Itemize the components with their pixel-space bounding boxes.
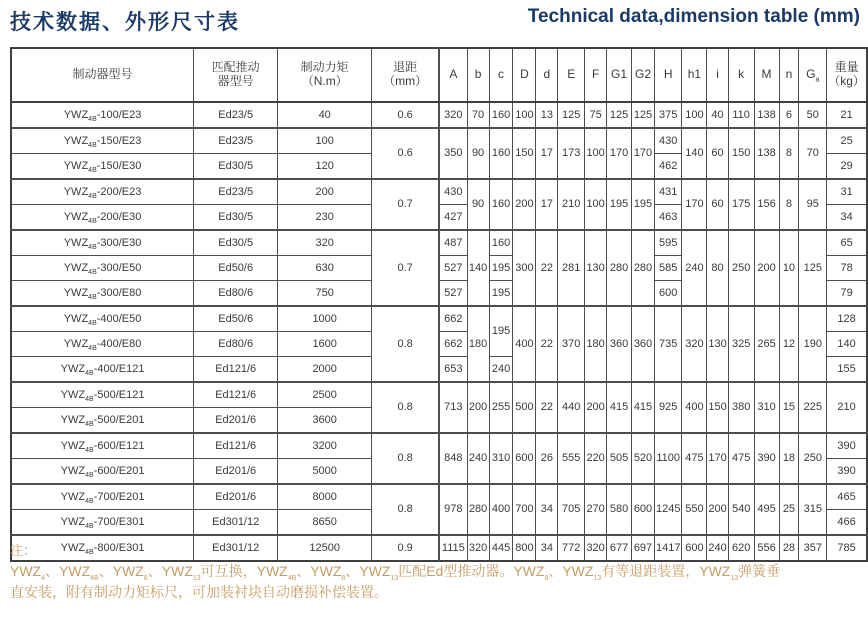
cell-G2: 360 xyxy=(632,306,655,382)
cell-d: 22 xyxy=(536,230,558,306)
cell-h1: 320 xyxy=(682,306,707,382)
cell-D: 600 xyxy=(513,433,536,484)
cell-G2: 195 xyxy=(632,179,655,230)
cell-d: 34 xyxy=(536,484,558,535)
cell-thruster: Ed30/5 xyxy=(194,205,278,231)
cell-A: 527 xyxy=(439,256,467,281)
cell-thruster: Ed50/6 xyxy=(194,306,278,332)
cell-weight: 25 xyxy=(827,128,867,154)
cell-D: 200 xyxy=(513,179,536,230)
cell-E: 370 xyxy=(558,306,585,382)
cell-F: 130 xyxy=(585,230,607,306)
cell-b: 320 xyxy=(467,535,489,561)
cell-D: 800 xyxy=(513,535,536,561)
cell-weight: 65 xyxy=(827,230,867,256)
cell-F: 75 xyxy=(585,102,607,128)
cell-thruster: Ed30/5 xyxy=(194,154,278,180)
cell-c: 195 xyxy=(489,306,513,357)
cell-i: 40 xyxy=(707,102,728,128)
column-header-b: b xyxy=(467,48,489,102)
cell-c: 400 xyxy=(489,484,513,535)
cell-thruster: Ed121/6 xyxy=(194,357,278,383)
table-row xyxy=(11,230,867,256)
cell-n: 10 xyxy=(779,230,799,306)
cell-c: 160 xyxy=(489,128,513,179)
cell-thruster: Ed30/5 xyxy=(194,230,278,256)
cell-Ga: 190 xyxy=(799,306,827,382)
cell-G1: 360 xyxy=(607,306,632,382)
cell-A: 713 xyxy=(439,382,467,433)
footnote-label: 注： xyxy=(10,543,37,558)
cell-Ga: 70 xyxy=(799,128,827,179)
cell-h1: 140 xyxy=(682,128,707,179)
column-header-M: M xyxy=(754,48,779,102)
cell-thruster: Ed201/6 xyxy=(194,484,278,510)
cell-model: $YWZ_{4B}-500/E201$ xyxy=(11,408,194,434)
cell-M: 265 xyxy=(754,306,779,382)
cell-G1: 170 xyxy=(607,128,632,179)
cell-c: 310 xyxy=(489,433,513,484)
cell-G1: 195 xyxy=(607,179,632,230)
cell-retract: 0.6 xyxy=(372,128,440,179)
cell-A: 653 xyxy=(439,357,467,383)
cell-F: 270 xyxy=(585,484,607,535)
cell-retract: 0.7 xyxy=(372,179,440,230)
cell-b: 90 xyxy=(467,128,489,179)
cell-c: 195 xyxy=(489,281,513,307)
cell-k: 540 xyxy=(728,484,754,535)
cell-weight: 21 xyxy=(827,102,867,128)
cell-b: 240 xyxy=(467,433,489,484)
cell-H: 735 xyxy=(654,306,681,382)
cell-Ga: 315 xyxy=(799,484,827,535)
cell-F: 100 xyxy=(585,128,607,179)
column-header-d: d xyxy=(536,48,558,102)
footnote-line-2: 直安装，附有制动力矩标尺，可加装衬块自动磨损补偿装置。 xyxy=(10,584,388,600)
cell-Ga: 357 xyxy=(799,535,827,561)
cell-D: 700 xyxy=(513,484,536,535)
cell-weight: 390 xyxy=(827,459,867,485)
cell-torque: 100 xyxy=(278,128,372,154)
cell-model: $YWZ_{4B}-100/E23$ xyxy=(11,102,194,128)
cell-b: 180 xyxy=(467,306,489,382)
cell-c: 160 xyxy=(489,230,513,256)
cell-torque: 5000 xyxy=(278,459,372,485)
cell-d: 22 xyxy=(536,382,558,433)
cell-thruster: Ed80/6 xyxy=(194,281,278,307)
cell-b: 280 xyxy=(467,484,489,535)
cell-torque: 2500 xyxy=(278,382,372,408)
cell-F: 100 xyxy=(585,179,607,230)
cell-weight: 31 xyxy=(827,179,867,205)
table-row xyxy=(11,382,867,408)
cell-n: 25 xyxy=(779,484,799,535)
cell-thruster: Ed23/5 xyxy=(194,128,278,154)
cell-n: 15 xyxy=(779,382,799,433)
cell-torque: 200 xyxy=(278,179,372,205)
cell-model: $YWZ_{4B}-600/E201$ xyxy=(11,459,194,485)
cell-H: 925 xyxy=(654,382,681,433)
cell-E: 173 xyxy=(558,128,585,179)
cell-torque: 230 xyxy=(278,205,372,231)
cell-M: 200 xyxy=(754,230,779,306)
column-header-H: H xyxy=(654,48,681,102)
cell-torque: 40 xyxy=(278,102,372,128)
cell-h1: 170 xyxy=(682,179,707,230)
cell-k: 175 xyxy=(728,179,754,230)
cell-torque: 3600 xyxy=(278,408,372,434)
cell-k: 250 xyxy=(728,230,754,306)
column-header-h1: h1 xyxy=(682,48,707,102)
cell-i: 80 xyxy=(707,230,728,306)
cell-model: $YWZ_{4B}-300/E80$ xyxy=(11,281,194,307)
cell-thruster: Ed50/6 xyxy=(194,256,278,281)
cell-A: 662 xyxy=(439,332,467,357)
column-header-i: i xyxy=(707,48,728,102)
cell-H: 585 xyxy=(654,256,681,281)
cell-H: 430 xyxy=(654,128,681,154)
cell-weight: 155 xyxy=(827,357,867,383)
footnote xyxy=(10,540,862,603)
cell-Ga: 225 xyxy=(799,382,827,433)
cell-Ga: 250 xyxy=(799,433,827,484)
cell-E: 281 xyxy=(558,230,585,306)
cell-d: 22 xyxy=(536,306,558,382)
cell-G1: 125 xyxy=(607,102,632,128)
footnote-line-1: $YWZ_4$、$YWZ_{4B}$、$YWZ_8$、$YWZ_{13}$可互换，$YWZ_{4B}$、$YWZ_8$、$YWZ_{13}$匹配Ed型推动器。$YWZ_8$、$YWZ_{13}$有等退距装置，$YWZ_{13}$弹簧垂 xyxy=(10,563,781,582)
column-header-n: n xyxy=(779,48,799,102)
cell-D: 500 xyxy=(513,382,536,433)
cell-M: 556 xyxy=(754,535,779,561)
cell-torque: 750 xyxy=(278,281,372,307)
cell-c: 160 xyxy=(489,102,513,128)
cell-h1: 100 xyxy=(682,102,707,128)
cell-b: 90 xyxy=(467,179,489,230)
cell-H: 600 xyxy=(654,281,681,307)
table-row xyxy=(11,128,867,154)
table-row xyxy=(11,484,867,510)
cell-d: 13 xyxy=(536,102,558,128)
cell-weight: 140 xyxy=(827,332,867,357)
cell-weight: 79 xyxy=(827,281,867,307)
cell-H: 595 xyxy=(654,230,681,256)
cell-retract: 0.6 xyxy=(372,102,440,128)
cell-model: $YWZ_{4B}-300/E50$ xyxy=(11,256,194,281)
cell-c: 445 xyxy=(489,535,513,561)
cell-c: 195 xyxy=(489,256,513,281)
cell-F: 220 xyxy=(585,433,607,484)
cell-H: 375 xyxy=(654,102,681,128)
cell-F: 180 xyxy=(585,306,607,382)
cell-H: 1100 xyxy=(654,433,681,484)
cell-A: 662 xyxy=(439,306,467,332)
cell-Ga: 50 xyxy=(799,102,827,128)
cell-model: $YWZ_{4B}-500/E121$ xyxy=(11,382,194,408)
cell-n: 6 xyxy=(779,102,799,128)
cell-i: 200 xyxy=(707,484,728,535)
cell-k: 150 xyxy=(728,128,754,179)
cell-h1: 550 xyxy=(682,484,707,535)
cell-d: 17 xyxy=(536,179,558,230)
cell-M: 138 xyxy=(754,128,779,179)
cell-Ga: 95 xyxy=(799,179,827,230)
cell-torque: 12500 xyxy=(278,535,372,561)
cell-A: 487 xyxy=(439,230,467,256)
cell-weight: 465 xyxy=(827,484,867,510)
cell-A: 848 xyxy=(439,433,467,484)
cell-model: $YWZ_{4B}-400/E80$ xyxy=(11,332,194,357)
cell-b: 200 xyxy=(467,382,489,433)
cell-M: 156 xyxy=(754,179,779,230)
cell-thruster: Ed23/5 xyxy=(194,102,278,128)
cell-k: 110 xyxy=(728,102,754,128)
cell-H: 431 xyxy=(654,179,681,205)
cell-h1: 475 xyxy=(682,433,707,484)
cell-i: 150 xyxy=(707,382,728,433)
cell-d: 26 xyxy=(536,433,558,484)
table-row xyxy=(11,102,867,128)
table-row xyxy=(11,433,867,459)
cell-D: 100 xyxy=(513,102,536,128)
cell-torque: 2000 xyxy=(278,357,372,383)
cell-E: 440 xyxy=(558,382,585,433)
cell-torque: 630 xyxy=(278,256,372,281)
cell-retract: 0.8 xyxy=(372,306,440,382)
cell-model: $YWZ_{4B}-200/E23$ xyxy=(11,179,194,205)
cell-model: $YWZ_{4B}-400/E121$ xyxy=(11,357,194,383)
cell-A: 1115 xyxy=(439,535,467,561)
cell-c: 255 xyxy=(489,382,513,433)
cell-h1: 400 xyxy=(682,382,707,433)
cell-G2: 697 xyxy=(632,535,655,561)
column-header-F: F xyxy=(585,48,607,102)
spec-table-head xyxy=(11,48,867,102)
cell-A: 350 xyxy=(439,128,467,179)
cell-model: $YWZ_{4B}-400/E50$ xyxy=(11,306,194,332)
column-header-D: D xyxy=(513,48,536,102)
cell-M: 310 xyxy=(754,382,779,433)
cell-D: 150 xyxy=(513,128,536,179)
cell-model: $YWZ_{4B}-300/E30$ xyxy=(11,230,194,256)
cell-torque: 120 xyxy=(278,154,372,180)
cell-G1: 415 xyxy=(607,382,632,433)
cell-G1: 505 xyxy=(607,433,632,484)
cell-G1: 677 xyxy=(607,535,632,561)
cell-weight: 466 xyxy=(827,510,867,536)
cell-model: $YWZ_{4B}-150/E23$ xyxy=(11,128,194,154)
cell-b: 70 xyxy=(467,102,489,128)
cell-thruster: Ed201/6 xyxy=(194,408,278,434)
cell-d: 34 xyxy=(536,535,558,561)
cell-n: 8 xyxy=(779,128,799,179)
cell-thruster: Ed201/6 xyxy=(194,459,278,485)
cell-G2: 280 xyxy=(632,230,655,306)
cell-F: 200 xyxy=(585,382,607,433)
cell-i: 60 xyxy=(707,179,728,230)
cell-torque: 320 xyxy=(278,230,372,256)
cell-H: 462 xyxy=(654,154,681,180)
column-header-c: c xyxy=(489,48,513,102)
column-header-model: 制动器型号 xyxy=(11,48,194,102)
cell-torque: 8650 xyxy=(278,510,372,536)
cell-h1: 600 xyxy=(682,535,707,561)
cell-thruster: Ed121/6 xyxy=(194,382,278,408)
cell-M: 390 xyxy=(754,433,779,484)
cell-weight: 785 xyxy=(827,535,867,561)
cell-n: 28 xyxy=(779,535,799,561)
cell-k: 475 xyxy=(728,433,754,484)
cell-A: 430 xyxy=(439,179,467,205)
table-row xyxy=(11,179,867,205)
cell-i: 60 xyxy=(707,128,728,179)
cell-A: 978 xyxy=(439,484,467,535)
cell-model: $YWZ_{4B}-600/E121$ xyxy=(11,433,194,459)
cell-M: 495 xyxy=(754,484,779,535)
cell-thruster: Ed121/6 xyxy=(194,433,278,459)
page-title-english: Technical data,dimension table (mm) xyxy=(527,6,860,27)
cell-d: 17 xyxy=(536,128,558,179)
cell-A: 527 xyxy=(439,281,467,307)
spec-table-body xyxy=(11,102,867,561)
cell-n: 8 xyxy=(779,179,799,230)
cell-thruster: Ed301/12 xyxy=(194,535,278,561)
column-header-G1: G1 xyxy=(607,48,632,102)
column-header-E: E xyxy=(558,48,585,102)
cell-E: 125 xyxy=(558,102,585,128)
cell-model: $YWZ_{4B}-700/E301$ xyxy=(11,510,194,536)
cell-H: 1417 xyxy=(654,535,681,561)
page-title-chinese: 技术数据、外形尺寸表 xyxy=(10,11,240,34)
cell-thruster: Ed80/6 xyxy=(194,332,278,357)
cell-model: $YWZ_{4B}-150/E30$ xyxy=(11,154,194,180)
column-header-torque: 制动力矩 （N.m） xyxy=(278,48,372,102)
cell-n: 18 xyxy=(779,433,799,484)
cell-G1: 280 xyxy=(607,230,632,306)
cell-D: 400 xyxy=(513,306,536,382)
cell-weight: 29 xyxy=(827,154,867,180)
column-header-G2: G2 xyxy=(632,48,655,102)
cell-n: 12 xyxy=(779,306,799,382)
cell-torque: 1600 xyxy=(278,332,372,357)
cell-E: 210 xyxy=(558,179,585,230)
cell-weight: 128 xyxy=(827,306,867,332)
cell-model: $YWZ_{4B}-200/E30$ xyxy=(11,205,194,231)
cell-i: 240 xyxy=(707,535,728,561)
cell-retract: 0.9 xyxy=(372,535,440,561)
title-bar xyxy=(10,6,860,36)
column-header-retract: 退距 （mm） xyxy=(372,48,440,102)
column-header-Ga: $G_a$ xyxy=(799,48,827,102)
cell-H: 1245 xyxy=(654,484,681,535)
cell-model: $YWZ_{4B}-800/E301$ xyxy=(11,535,194,561)
cell-k: 380 xyxy=(728,382,754,433)
cell-retract: 0.8 xyxy=(372,382,440,433)
cell-weight: 34 xyxy=(827,205,867,231)
cell-c: 240 xyxy=(489,357,513,383)
table-row xyxy=(11,306,867,332)
cell-E: 772 xyxy=(558,535,585,561)
cell-G2: 520 xyxy=(632,433,655,484)
cell-D: 300 xyxy=(513,230,536,306)
cell-torque: 1000 xyxy=(278,306,372,332)
cell-E: 705 xyxy=(558,484,585,535)
cell-b: 140 xyxy=(467,230,489,306)
cell-F: 320 xyxy=(585,535,607,561)
cell-retract: 0.8 xyxy=(372,433,440,484)
cell-torque: 8000 xyxy=(278,484,372,510)
cell-weight: 210 xyxy=(827,382,867,433)
cell-h1: 240 xyxy=(682,230,707,306)
cell-Ga: 125 xyxy=(799,230,827,306)
spec-table xyxy=(10,47,868,562)
cell-i: 170 xyxy=(707,433,728,484)
column-header-A: A xyxy=(439,48,467,102)
cell-G1: 580 xyxy=(607,484,632,535)
cell-thruster: Ed23/5 xyxy=(194,179,278,205)
cell-k: 325 xyxy=(728,306,754,382)
cell-A: 320 xyxy=(439,102,467,128)
cell-H: 463 xyxy=(654,205,681,231)
cell-c: 160 xyxy=(489,179,513,230)
cell-k: 620 xyxy=(728,535,754,561)
cell-model: $YWZ_{4B}-700/E201$ xyxy=(11,484,194,510)
cell-G2: 600 xyxy=(632,484,655,535)
cell-E: 555 xyxy=(558,433,585,484)
cell-G2: 415 xyxy=(632,382,655,433)
cell-retract: 0.7 xyxy=(372,230,440,306)
column-header-thruster: 匹配推动 器型号 xyxy=(194,48,278,102)
cell-G2: 170 xyxy=(632,128,655,179)
cell-M: 138 xyxy=(754,102,779,128)
column-header-weight: 重量 （kg） xyxy=(827,48,867,102)
header-row xyxy=(11,48,867,102)
cell-weight: 78 xyxy=(827,256,867,281)
cell-A: 427 xyxy=(439,205,467,231)
cell-G2: 125 xyxy=(632,102,655,128)
column-header-k: k xyxy=(728,48,754,102)
cell-retract: 0.8 xyxy=(372,484,440,535)
cell-thruster: Ed301/12 xyxy=(194,510,278,536)
cell-torque: 3200 xyxy=(278,433,372,459)
cell-i: 130 xyxy=(707,306,728,382)
cell-weight: 390 xyxy=(827,433,867,459)
